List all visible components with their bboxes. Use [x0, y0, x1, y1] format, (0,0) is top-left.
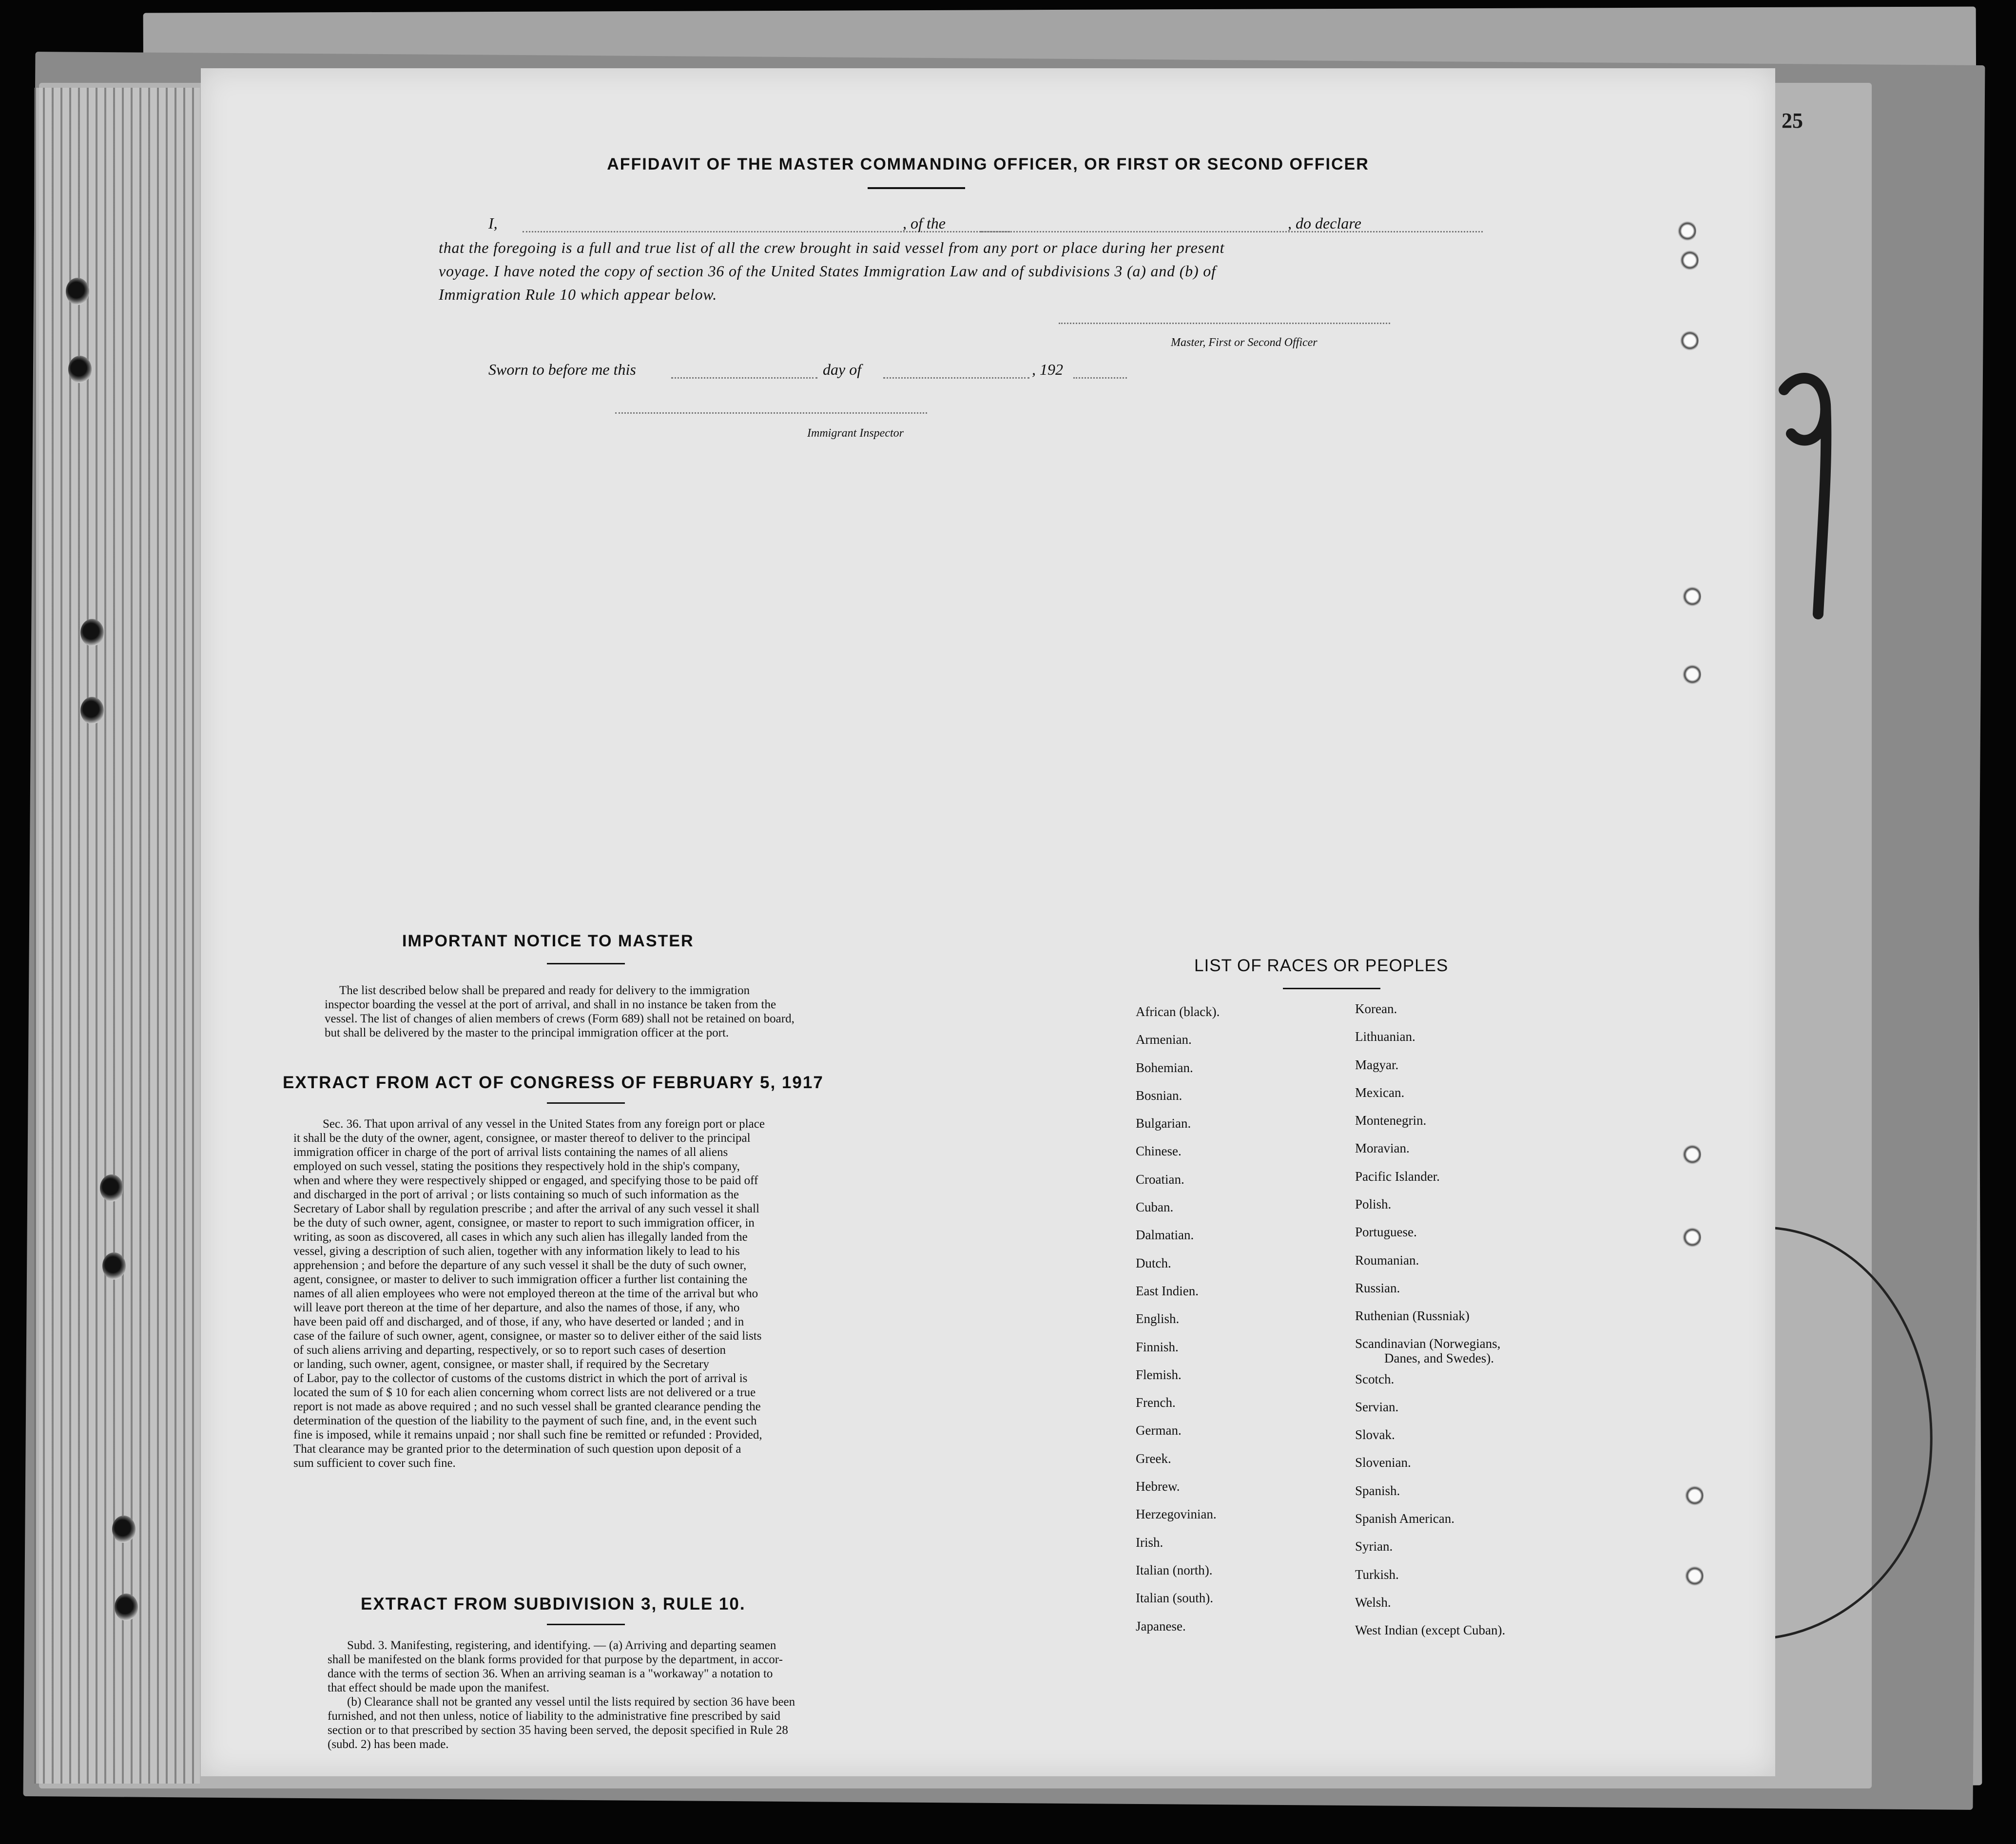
race-item: Mexican.	[1355, 1085, 1405, 1100]
act-line: case of the failure of such owner, agent, consignee, or master so to deliver either of the said lists	[293, 1329, 762, 1343]
act-line: vessel, giving a description of such alien, together with any information likely to lead to his	[293, 1245, 740, 1258]
act-line: Sec. 36. That upon arrival of any vessel in the United States from any foreign port or place	[323, 1117, 765, 1131]
act-line: and discharged in the port of arrival ; or lists containing so much of such information as the	[293, 1188, 739, 1201]
rule-line: furnished, and not then unless, notice of liability to the administrative fine prescribed by said	[328, 1710, 780, 1723]
races-column-1	[1136, 998, 1220, 1640]
act-line: be the duty of such owner, agent, consignee, or master to report to such immigration officer, in	[293, 1216, 755, 1229]
rule-line: Subd. 3. Manifesting, registering, and identifying. — (a) Arriving and departing seamen	[347, 1639, 776, 1652]
notice-line: inspector boarding the vessel at the port of arrival, and shall in no instance be taken from the	[325, 998, 776, 1011]
binder-hole	[66, 278, 89, 305]
binder-hole-right	[1682, 663, 1701, 686]
race-item: Bohemian.	[1136, 1060, 1193, 1075]
signature-caption: Master, First or Second Officer	[1171, 336, 1318, 349]
binder-hole-right	[1682, 1226, 1701, 1249]
affidavit-line-1: that the foregoing is a full and true list of all the crew brought in said vessel from any port or place during her present	[439, 239, 1225, 256]
act-line: apprehension ; and before the departure of any such vessel it shall be the duty of such owner,	[293, 1259, 747, 1272]
race-item: Portuguese.	[1355, 1225, 1417, 1240]
act-line: when and where they were respectively shipped or engaged, and specifying those to be paid off	[293, 1174, 758, 1187]
title-underline	[868, 187, 965, 189]
notice-line: vessel. The list of changes of alien members of crews (Form 689) shall not be retained on board,	[325, 1012, 795, 1025]
race-item: Flemish.	[1136, 1367, 1182, 1382]
rule-line: shall be manifested on the blank forms provided for that purpose by the department, in accor-	[328, 1653, 783, 1666]
day-of-label: day of	[823, 361, 862, 378]
race-item: Servian.	[1355, 1399, 1399, 1414]
race-item: Dalmatian.	[1136, 1228, 1194, 1243]
binder-hole-right	[1682, 585, 1701, 608]
race-item: Spanish American.	[1355, 1511, 1454, 1526]
race-item: East Indien.	[1136, 1283, 1199, 1298]
race-item: Slovenian.	[1355, 1455, 1411, 1470]
binder-hole-right	[1679, 329, 1699, 352]
rule-line: section or to that prescribed by section 35 having been served, the deposit specified in Rule 28	[328, 1724, 788, 1737]
race-item: Herzegovinian.	[1136, 1507, 1217, 1522]
act-line: Secretary of Labor shall by regulation prescribe ; and after the arrival of any such vessel it shall	[293, 1202, 759, 1215]
vessel-blank	[981, 231, 1483, 232]
signature-line	[1059, 323, 1390, 324]
races-column-2	[1355, 995, 1505, 1645]
binder-hole	[100, 1174, 123, 1202]
race-item: African (black).	[1136, 1004, 1220, 1019]
act-line: fine is imposed, while it remains unpaid ; nor shall such fine be remitted or refunded : Provided,	[293, 1428, 762, 1441]
act-line: it shall be the duty of the owner, agent, consignee, or master thereof to deliver to the principal	[293, 1132, 751, 1145]
act-line: or landing, such owner, agent, consignee, or master shall, if required by the Secretary	[293, 1358, 709, 1371]
act-line: will leave port thereon at the time of her departure, and also the names of those, if any, who	[293, 1301, 740, 1314]
binder-hole-right	[1679, 249, 1699, 272]
act-extract-text	[293, 1117, 765, 1470]
affidavit-declare-label: , do declare	[1288, 214, 1361, 232]
notice-line: but shall be delivered by the master to the principal immigration officer at the port.	[325, 1026, 729, 1039]
race-item: Ruthenian (Russniak)	[1355, 1308, 1470, 1324]
rule-line: (b) Clearance shall not be granted any vessel until the lists required by section 36 have been	[347, 1695, 795, 1709]
year-label: , 192	[1032, 361, 1063, 378]
binder-hole	[112, 1516, 136, 1543]
notice-line: The list described below shall be prepared and ready for delivery to the immigration	[339, 984, 750, 997]
handwritten-curve	[1755, 1209, 1950, 1647]
act-line: of such aliens arriving and departing, respectively, or so to report such cases of desertion	[293, 1344, 726, 1357]
act-line: writing, as soon as discovered, all cases in which any such alien has illegally landed from the	[293, 1230, 748, 1244]
sworn-day-blank	[671, 377, 817, 379]
act-line: names of all alien employees who were not employed thereon at the time of the arrival but who	[293, 1287, 758, 1300]
races-title: LIST OF RACES OR PEOPLES	[1194, 956, 1449, 975]
rule-extract-title: EXTRACT FROM SUBDIVISION 3, RULE 10.	[361, 1594, 746, 1614]
rule-extract-text	[328, 1638, 795, 1751]
race-item: Montenegrin.	[1355, 1113, 1427, 1128]
race-item: English.	[1136, 1311, 1180, 1326]
race-item: Syrian.	[1355, 1539, 1393, 1554]
binder-hole-right	[1684, 1564, 1704, 1588]
race-item: Finnish.	[1136, 1339, 1179, 1354]
race-item: Greek.	[1136, 1451, 1171, 1466]
binder-hole	[68, 356, 92, 383]
race-item: Japanese.	[1136, 1618, 1186, 1633]
race-item: Turkish.	[1355, 1567, 1399, 1582]
race-item: Bosnian.	[1136, 1088, 1182, 1103]
notice-underline	[547, 963, 625, 964]
race-item: Hebrew.	[1136, 1479, 1180, 1494]
race-item: Welsh.	[1355, 1594, 1391, 1610]
affidavit-i-label: I,	[488, 214, 498, 232]
race-item: German.	[1136, 1423, 1182, 1438]
act-line: report is not made as above required ; and no such vessel shall be granted clearance pending the	[293, 1400, 761, 1413]
race-item: Scandinavian (Norwegians,	[1355, 1336, 1501, 1351]
act-line: employed on such vessel, stating the positions they respectively hold in the ship's company,	[293, 1160, 740, 1173]
race-item: Spanish.	[1355, 1483, 1400, 1498]
race-item: Korean.	[1355, 1001, 1397, 1016]
notice-text	[325, 983, 795, 1040]
race-item: Scotch.	[1355, 1371, 1395, 1386]
race-item: Lithuanian.	[1355, 1029, 1415, 1044]
binder-hole-right	[1684, 1484, 1704, 1507]
sworn-year-blank	[1073, 377, 1127, 379]
notice-title: IMPORTANT NOTICE TO MASTER	[402, 932, 694, 950]
rule-underline	[547, 1624, 625, 1625]
act-line: immigration officer in charge of the port of arrival lists containing the names of all aliens	[293, 1146, 728, 1159]
binder-hole	[102, 1252, 126, 1280]
act-line: determination of the question of the liability to the payment of such fine, and, in the event such	[293, 1414, 757, 1427]
race-item: Chinese.	[1136, 1144, 1182, 1159]
act-line: That clearance may be granted prior to the determination of such question upon deposit of a	[293, 1442, 741, 1456]
handwritten-mark	[1769, 361, 1842, 624]
binder-hole-right	[1677, 219, 1696, 243]
race-item: Pacific Islander.	[1355, 1169, 1440, 1184]
rule-line: (subd. 2) has been made.	[328, 1738, 449, 1751]
race-item: West Indian (except Cuban).	[1355, 1623, 1506, 1638]
act-underline	[547, 1102, 625, 1104]
act-line: have been paid off and discharged, and of those, if any, who have deserted or landed ; and in	[293, 1315, 744, 1328]
binder-hole	[80, 697, 104, 724]
race-item: French.	[1136, 1395, 1176, 1410]
act-extract-title: EXTRACT FROM ACT OF CONGRESS OF FEBRUARY 5, 1917	[283, 1073, 824, 1092]
act-line: of Labor, pay to the collector of customs of the customs district in which the port of arrival is	[293, 1372, 748, 1385]
binder-hole	[80, 619, 104, 646]
race-item: Cuban.	[1136, 1200, 1174, 1215]
act-line: agent, consignee, or master to deliver to such immigration officer a further list containing the	[293, 1273, 748, 1286]
race-item: Dutch.	[1136, 1255, 1171, 1270]
race-item: Slovak.	[1355, 1427, 1395, 1442]
page-number: 25	[1782, 109, 1803, 133]
race-item: Italian (south).	[1136, 1591, 1213, 1606]
race-item: Armenian.	[1136, 1032, 1192, 1047]
affidavit-title: AFFIDAVIT OF THE MASTER COMMANDING OFFICER, OR FIRST OR SECOND OFFICER	[607, 155, 1369, 173]
race-item: Danes, and Swedes).	[1384, 1350, 1494, 1365]
inspector-caption: Immigrant Inspector	[807, 427, 904, 440]
inspector-signature-line	[615, 412, 927, 414]
race-item: Polish.	[1355, 1197, 1392, 1212]
binder-hole-right	[1682, 1143, 1701, 1166]
affidavit-line-3: Immigration Rule 10 which appear below.	[439, 286, 717, 303]
race-item: Irish.	[1136, 1535, 1163, 1550]
race-item: Russian.	[1355, 1280, 1400, 1295]
race-item: Bulgarian.	[1136, 1116, 1191, 1131]
race-item: Moravian.	[1355, 1141, 1410, 1156]
affidavit-of-the-label: , of the	[903, 214, 946, 232]
form-page	[201, 68, 1775, 1776]
act-line: sum sufficient to cover such fine.	[293, 1457, 456, 1470]
sworn-month-blank	[883, 377, 1029, 379]
sworn-label: Sworn to before me this	[488, 361, 636, 378]
act-line: located the sum of $ 10 for each alien concerning whom correct lists are not delivered or a true	[293, 1386, 756, 1399]
race-item: Roumanian.	[1355, 1252, 1419, 1268]
affidavit-line-2: voyage. I have noted the copy of section 36 of the United States Immigration Law and of subdivisions 3 (a) and (b) of	[439, 262, 1216, 280]
rule-line: dance with the terms of section 36. When an arriving seaman is a "workaway" a notation to	[328, 1667, 773, 1680]
race-item: Italian (north).	[1136, 1562, 1213, 1577]
race-item: Croatian.	[1136, 1172, 1184, 1187]
race-item: Magyar.	[1355, 1057, 1399, 1072]
races-underline	[1283, 988, 1380, 989]
binder-hole	[115, 1594, 138, 1621]
rule-line: that effect should be made upon the manifest.	[328, 1681, 549, 1694]
